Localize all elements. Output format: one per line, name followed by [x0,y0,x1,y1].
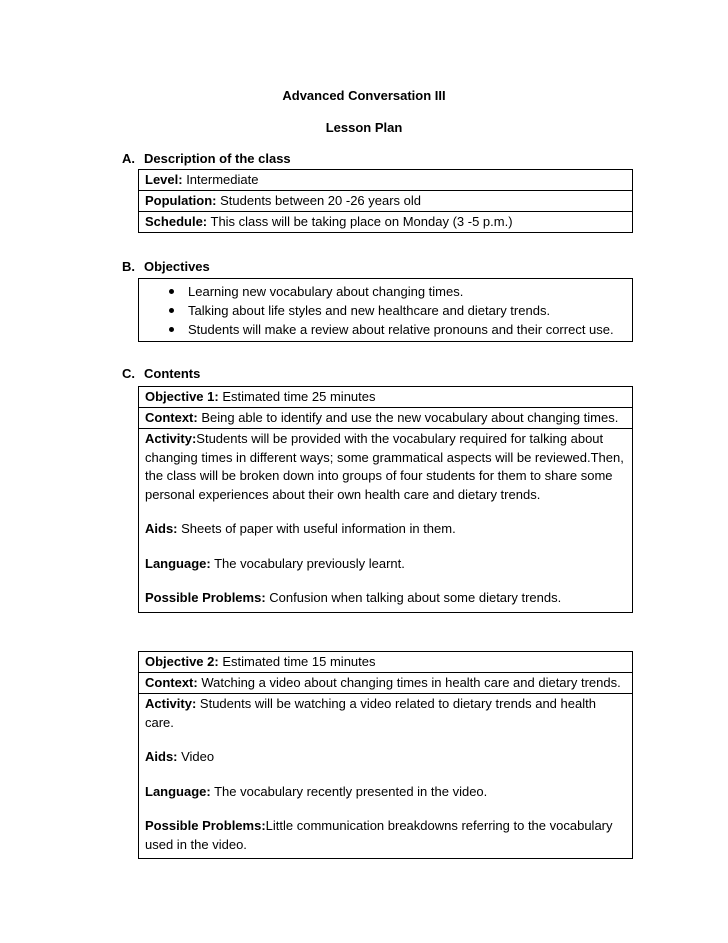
activity-1-row [139,429,632,612]
objective-1-value: Estimated time 25 minutes [218,389,376,404]
activity-2-paragraph [145,695,626,732]
context-2-value: Watching a video about changing times in health care and dietary trends. [197,675,621,690]
section-c-letter: C. [122,366,135,381]
activity-1-label: Activity: [145,431,197,446]
objective-item [139,320,632,339]
context-1-value: Being able to identify and use the new vocabulary about changing times. [197,410,619,425]
aids-1-paragraph [145,520,626,539]
language-1-value: The vocabulary previously learnt. [210,555,405,571]
level-value: Intermediate [182,172,259,187]
bullet-icon [169,308,174,313]
context-1-row [139,408,632,429]
problems-1-label: Possible Problems: [145,590,266,605]
aids-2-paragraph [145,748,626,767]
problems-2-value: Little communication breakdowns referring to the vocabulary used in the video. [145,818,613,852]
language-1-label: Language: [145,555,211,571]
section-b-letter: B. [122,259,135,274]
problems-1-paragraph [145,589,626,608]
activity-1-value: Students will be provided with the vocabulary required for talking about changing times in different ways; some grammatical aspects will be reviewed.Then, the class will be broken down into groups of four students for them to share some personal experiences about their own health care and dietary trends. [145,431,624,502]
activity-2-label: Activity: [145,696,197,711]
problems-1-value: Confusion when talking about some dietary trends. [265,590,562,605]
objective-item [139,301,632,320]
problems-2-paragraph [145,817,626,854]
context-2-row [139,673,632,694]
class-description-table [138,169,633,233]
language-2-label: Language: [145,783,211,799]
objective-1-table [138,386,633,613]
objective-text: Learning new vocabulary about changing times. [188,284,464,299]
context-2-label: Context: [145,675,198,690]
section-c-title: Contents [144,366,201,381]
section-a-title: Description of the class [144,151,291,166]
objective-2-row [139,652,632,673]
aids-1-value: Sheets of paper with useful information in them. [177,521,456,536]
level-label: Level: [145,172,183,187]
activity-2-row [139,694,632,858]
objectives-list [139,282,632,339]
bullet-icon [169,327,174,332]
objective-1-row [139,387,632,408]
language-2-paragraph [145,783,626,802]
population-label: Population: [145,193,217,208]
level-row [139,170,632,191]
objective-item [139,282,632,301]
problems-2-label: Possible Problems: [145,818,266,833]
population-row [139,191,632,212]
schedule-row [139,212,632,232]
section-b-title: Objectives [144,259,210,274]
objective-text: Talking about life styles and new healthcare and dietary trends. [188,303,551,318]
objectives-box [138,278,633,342]
objective-2-table [138,651,633,859]
objective-2-label: Objective 2: [145,654,219,669]
section-c-heading [122,366,200,381]
aids-1-label: Aids: [145,521,178,536]
objective-1-label: Objective 1: [145,389,219,404]
context-1-label: Context: [145,410,198,425]
aids-2-label: Aids: [145,749,178,764]
language-2-value: The vocabulary recently presented in the video. [210,783,488,799]
section-a-letter: A. [122,151,135,166]
document-subtitle: Lesson Plan [325,120,403,135]
aids-2-value: Video [177,749,215,764]
activity-2-value: Students will be watching a video related to dietary trends and health care. [145,696,596,730]
document-title: Advanced Conversation III [282,88,446,103]
section-b-heading [122,259,210,274]
section-a-heading [122,151,291,166]
objective-2-value: Estimated time 15 minutes [218,654,376,669]
bullet-icon [169,289,174,294]
language-1-paragraph [145,555,626,574]
schedule-value: This class will be taking place on Monday (3 -5 p.m.) [207,214,513,229]
activity-1-paragraph [145,430,626,504]
objective-text: Students will make a review about relative pronouns and their correct use. [188,322,614,337]
population-value: Students between 20 -26 years old [216,193,422,208]
schedule-label: Schedule: [145,214,208,229]
